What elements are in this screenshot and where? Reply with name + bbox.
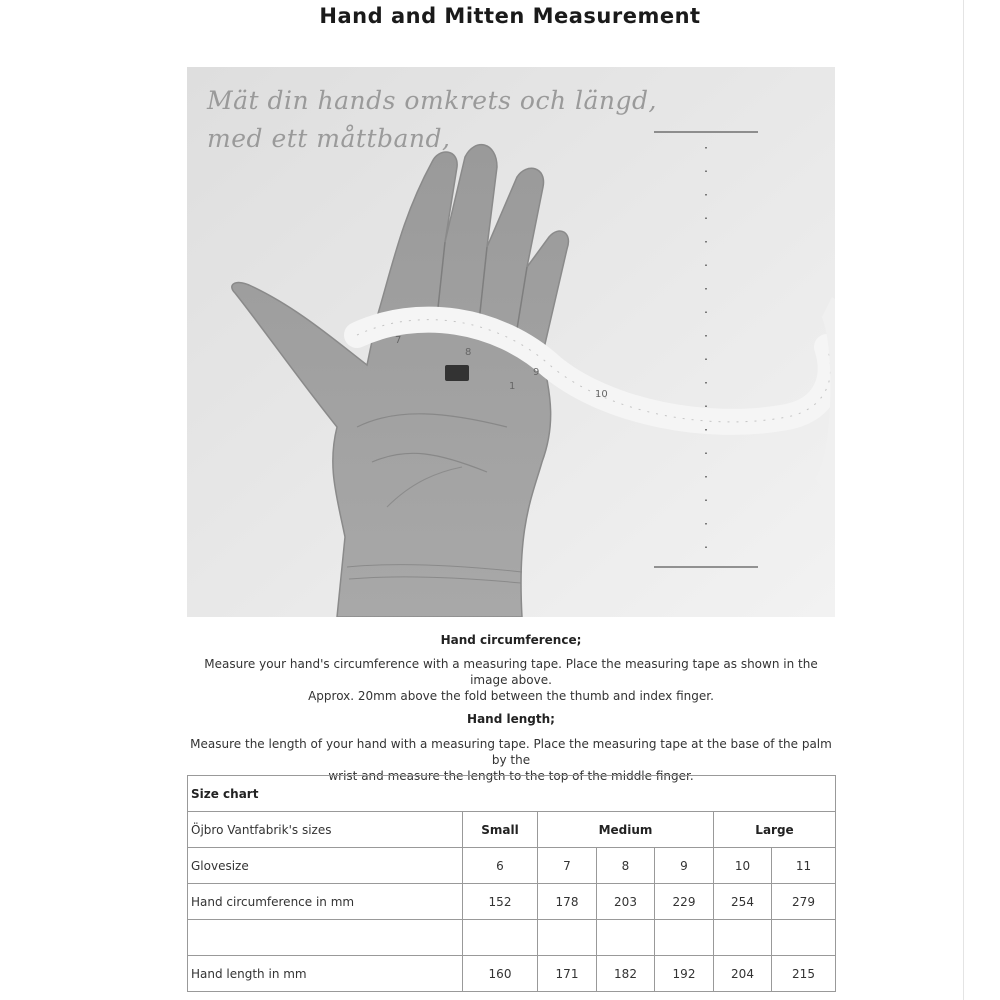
row-label xyxy=(188,920,463,956)
table-row xyxy=(188,920,836,956)
tape-number-9: 9 xyxy=(533,367,540,378)
hand-length-line-1: Measure the length of your hand with a measuring tape. Place the measuring tape at the base of the palm by the xyxy=(190,737,832,767)
table-cell: 160 xyxy=(463,956,538,992)
hand-measurement-photo xyxy=(187,67,835,617)
hand-length-line-2: wrist and measure the length to the top of the middle finger. xyxy=(328,769,694,783)
page-edge-divider xyxy=(963,0,964,1000)
table-cell: 279 xyxy=(772,884,836,920)
hand-measurement-illustration xyxy=(187,67,835,617)
table-cell: 203 xyxy=(597,884,655,920)
size-group-medium: Medium xyxy=(538,812,714,848)
table-cell xyxy=(714,920,772,956)
row-label: Hand length in mm xyxy=(188,956,463,992)
table-row xyxy=(188,848,836,884)
table-row xyxy=(188,956,836,992)
hand-circumference-line-1: Measure your hand's circumference with a measuring tape. Place the measuring tape as shown in the image above. xyxy=(204,657,818,687)
table-cell: 11 xyxy=(772,848,836,884)
table-cell: 7 xyxy=(538,848,597,884)
hand-circumference-line-2: Approx. 20mm above the fold between the thumb and index finger. xyxy=(308,689,714,703)
table-cell: 152 xyxy=(463,884,538,920)
table-cell xyxy=(463,920,538,956)
size-chart-caption: Size chart xyxy=(188,776,836,812)
handwriting-line-1: Mät din hands omkrets och längd, xyxy=(207,86,657,115)
tape-number-1: 1 xyxy=(509,381,516,392)
table-cell: 204 xyxy=(714,956,772,992)
tape-number-8: 8 xyxy=(465,347,472,358)
tape-number-10: 10 xyxy=(595,389,608,400)
brand-sizes-label: Öjbro Vantfabrik's sizes xyxy=(188,812,463,848)
row-label: Glovesize xyxy=(188,848,463,884)
table-cell xyxy=(597,920,655,956)
table-cell: 229 xyxy=(655,884,714,920)
table-cell: 254 xyxy=(714,884,772,920)
table-cell: 182 xyxy=(597,956,655,992)
tape-number-7: 7 xyxy=(395,335,402,346)
table-row xyxy=(188,884,836,920)
hand-circumference-heading: Hand circumference; xyxy=(440,633,582,647)
hand-circumference-instructions xyxy=(187,656,835,704)
table-cell: 192 xyxy=(655,956,714,992)
size-group-large: Large xyxy=(714,812,836,848)
table-cell: 178 xyxy=(538,884,597,920)
table-cell xyxy=(772,920,836,956)
row-label: Hand circumference in mm xyxy=(188,884,463,920)
size-group-row xyxy=(188,812,836,848)
page-title: Hand and Mitten Measurement xyxy=(319,4,701,28)
hand-length-heading: Hand length; xyxy=(467,712,555,726)
size-chart-table xyxy=(187,775,836,992)
table-cell: 9 xyxy=(655,848,714,884)
size-group-small: Small xyxy=(463,812,538,848)
table-cell xyxy=(538,920,597,956)
size-chart-caption-row xyxy=(188,776,836,812)
table-cell: 10 xyxy=(714,848,772,884)
table-cell: 171 xyxy=(538,956,597,992)
table-cell: 6 xyxy=(463,848,538,884)
table-cell: 8 xyxy=(597,848,655,884)
table-cell xyxy=(655,920,714,956)
table-cell: 215 xyxy=(772,956,836,992)
handwriting-line-2: med ett måttband, xyxy=(207,124,451,153)
